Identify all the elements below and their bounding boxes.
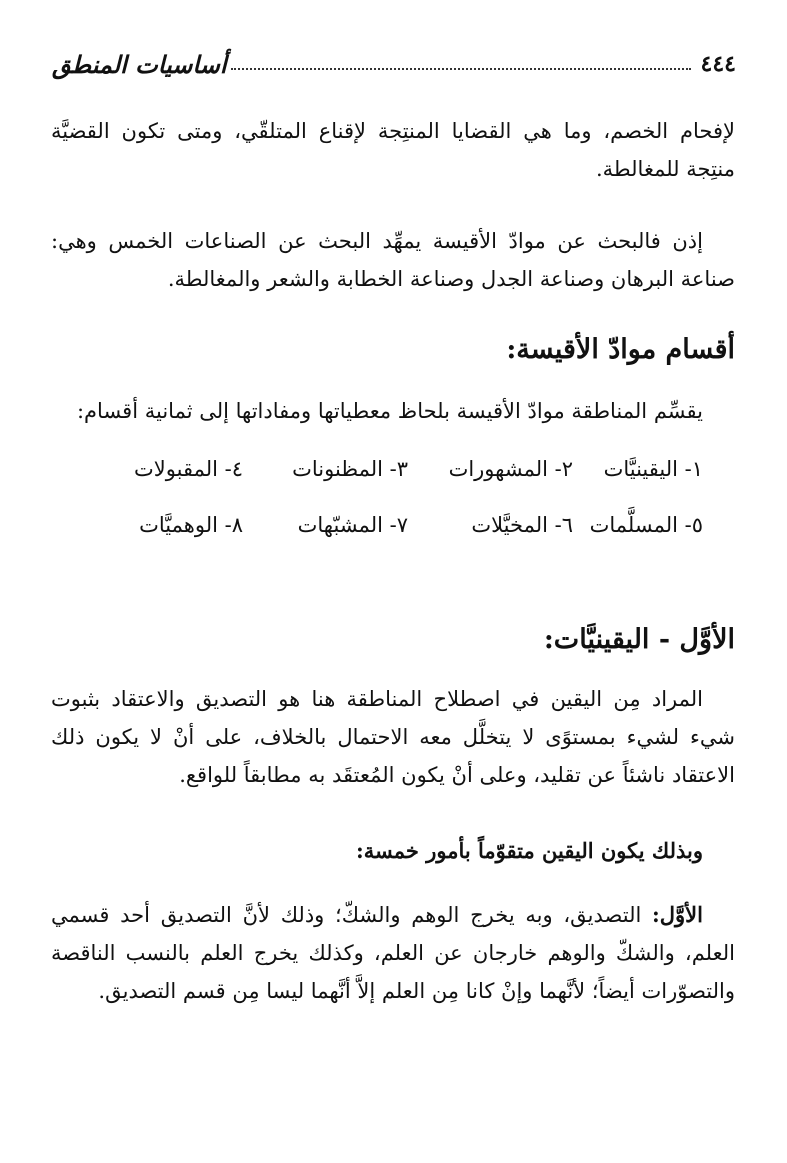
divisions-intro: يقسِّم المناطقة موادّ الأقيسة بلحاظ معطياتها ومفاداتها إلى ثمانية أقسام: [76,399,703,423]
paragraph-first-element [51,896,735,1010]
page-number: ٤٤٤ [700,51,736,77]
division-item: ٦- المخيَّلات [471,513,573,537]
division-item: ٣- المظنونات [292,457,408,481]
header-leader-dots [231,68,691,70]
paragraph-five-arts: إذن فالبحث عن موادّ الأقيسة يمهِّد البحث عن الصناعات الخمس وهي: صناعة البرهان وصناعة الجدل وصناعة الخطابة والشعر والمغالطة. [51,229,735,291]
paragraph-lead-word: الأوَّل: [652,902,703,927]
division-item: ٥- المسلَّمات [589,513,703,537]
section-heading-certainties: الأوَّل - اليقينيَّات: [543,624,735,655]
paragraph-certainty-definition: المراد مِن اليقين في اصطلاح المناطقة هنا هو التصديق والاعتقاد بثبوت شيء لشيء بمستوًى لا يتخلَّل معه الاحتمال بالخلاف، على أنْ لا يكون ذلك الاعتقاد ناشئاً عن تقليد، وعلى أنْ يكون المُعتقَد به مطابقاً للواقع. [51,687,735,787]
divisions-row-1 [51,450,735,488]
division-item: ٧- المشبّهات [297,513,408,537]
running-book-title: أساسيات المنطق [52,49,227,79]
subheading-five-elements: وبذلك يكون اليقين متقوّماً بأمور خمسة: [356,838,703,863]
division-item: ٢- المشهورات [448,457,573,481]
division-item: ٨- الوهميَّات [139,513,243,537]
paragraph-continuation: لإفحام الخصم، وما هي القضايا المنتِجة لإقناع المتلقّي، ومتى تكون القضيَّة منتِجة للمغالطة. [51,119,735,181]
section-heading-divisions: أقسام موادّ الأقيسة: [506,334,735,365]
divisions-row-2 [51,506,735,544]
division-item: ٤- المقبولات [134,457,243,481]
page-header [52,44,736,84]
paragraph-first-element-text: التصديق، وبه يخرج الوهم والشكّ؛ وذلك لأنَّ التصديق أحد قسمي العلم، والشكّ والوهم خارجان عن العلم، وكذلك يخرج العلم بالنسب الناقصة والتصوّرات أيضاً؛ لأنَّهما وإنْ كانا مِن العلم إلاَّ أنَّهما ليسا مِن قسم التصديق. [51,903,735,1003]
division-item: ١- اليقينيَّات [603,457,703,481]
